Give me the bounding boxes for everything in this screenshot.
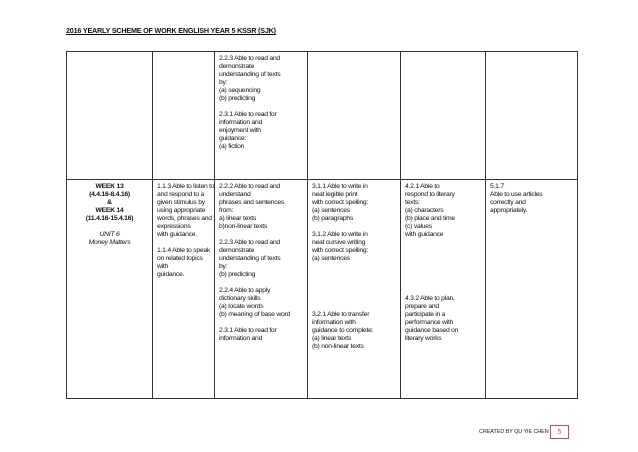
- text-line: understand: [219, 191, 251, 198]
- text-line: 2.3.1 Able to read for: [219, 327, 277, 334]
- text-line: Money Matters: [88, 239, 131, 246]
- page-title: 2016 YEARLY SCHEME OF WORK ENGLISH YEAR 5 KSSR (SJK): [66, 26, 276, 35]
- text-line: WEEK 14: [95, 207, 124, 214]
- text-line: given stimulus by: [157, 199, 205, 206]
- writing-cell: [308, 180, 401, 399]
- text-line: (a) sentences: [312, 207, 350, 214]
- grammar-standard: [490, 183, 573, 215]
- text-line: guidance:: [219, 135, 247, 142]
- text-line: 2.2.2 Able to read and: [219, 183, 281, 190]
- text-line: appropriately.: [490, 207, 528, 214]
- footer-credit: CREATED BY QU YIE CHEN: [479, 429, 549, 435]
- reading-standard: [219, 239, 303, 279]
- text-line: (b) paragraphs: [312, 215, 354, 222]
- week-cell: [67, 52, 153, 180]
- text-line: (a) sentences: [312, 255, 350, 262]
- text-line: (a) locate words: [219, 303, 264, 310]
- week-label: [71, 183, 148, 223]
- text-line: understanding of texts: [219, 71, 281, 78]
- text-line: b)non-linear texts: [219, 223, 268, 230]
- text-line: and respond to a: [157, 191, 205, 198]
- text-line: (b) predicting: [219, 95, 256, 102]
- text-line: prepare and: [405, 303, 439, 310]
- scheme-table: [66, 51, 578, 399]
- text-line: respond to literary: [405, 191, 455, 198]
- literature-cell: [401, 180, 486, 399]
- listening-cell: [153, 180, 215, 399]
- text-line: by:: [219, 263, 228, 270]
- text-line: with correct spelling:: [312, 247, 369, 254]
- text-line: with guidance: [405, 231, 444, 238]
- reading-cell: [215, 52, 308, 180]
- text-line: 3.1.2 Able to write in: [312, 231, 368, 238]
- text-line: information and: [219, 119, 263, 126]
- text-line: guidance based on: [405, 327, 459, 334]
- writing-cell: [308, 52, 401, 180]
- text-line: with correct spelling:: [312, 199, 369, 206]
- text-line: 2.3.1 Able to read for: [219, 111, 277, 118]
- text-line: literary works: [405, 335, 442, 342]
- text-line: expressions: [157, 223, 191, 230]
- text-line: on related topics: [157, 255, 203, 262]
- writing-standard: [312, 183, 396, 223]
- text-line: texts:: [405, 199, 420, 206]
- unit-label: [71, 231, 148, 247]
- text-line: dictionary skills: [219, 295, 261, 302]
- text-line: with: [157, 263, 169, 270]
- text-line: 1.1.4 Able to speak: [157, 247, 211, 254]
- writing-standard: [312, 311, 396, 351]
- reading-cell: [215, 180, 308, 399]
- text-line: from:: [219, 207, 234, 214]
- text-line: WEEK 13: [95, 183, 124, 190]
- dictionary-standard: [219, 287, 303, 319]
- text-line: &: [107, 199, 112, 206]
- text-line: 4.3.2 Able to plan,: [405, 295, 455, 302]
- text-line: demonstrate: [219, 247, 255, 254]
- page-number: 5: [550, 425, 569, 439]
- text-line: information with: [312, 319, 356, 326]
- text-line: guidance.: [157, 271, 185, 278]
- week-cell: [67, 180, 153, 399]
- text-line: demonstrate: [219, 63, 255, 70]
- text-line: 2.2.3 Able to read and: [219, 239, 281, 246]
- text-line: UNIT 6: [99, 231, 120, 238]
- grammar-cell: [486, 52, 578, 180]
- text-line: enjoyment with: [219, 127, 261, 134]
- text-line: 1.1.3 Able to listen to: [157, 183, 215, 190]
- text-line: understanding of texts: [219, 255, 281, 262]
- text-line: [219, 103, 303, 111]
- text-line: phrases and sentences: [219, 199, 285, 206]
- text-line: (b) non-linear texts: [312, 343, 364, 350]
- literature-standard: [405, 295, 481, 343]
- reading-standard: [219, 183, 303, 231]
- writing-standard: [312, 231, 396, 263]
- text-line: performance with: [405, 319, 454, 326]
- reading-standard: [219, 327, 303, 343]
- text-line: 4.2.1 Able to: [405, 183, 440, 190]
- text-line: 3.2.1 Able to transfer: [312, 311, 370, 318]
- text-line: information and: [219, 335, 263, 342]
- speaking-standard: [157, 247, 210, 279]
- literature-cell: [401, 52, 486, 180]
- text-line: 3.1.1 Able to write in: [312, 183, 368, 190]
- literature-standard: [405, 183, 481, 239]
- text-line: (c) values: [405, 223, 432, 230]
- text-line: Able to use articles: [490, 191, 543, 198]
- listening-cell: [153, 52, 215, 180]
- listening-standard: [157, 183, 215, 239]
- text-line: a) linear texts: [219, 215, 257, 222]
- text-line: (b) place and time: [405, 215, 455, 222]
- text-line: by:: [219, 79, 228, 86]
- text-line: correctly and: [490, 199, 526, 206]
- table-row: [67, 52, 578, 180]
- text-line: (b) meaning of base word: [219, 311, 291, 318]
- text-line: (11.4.16-15.4.16): [85, 215, 134, 222]
- text-line: with guidance.: [157, 231, 197, 238]
- text-line: words, phrases and: [157, 215, 212, 222]
- text-line: (a) characters: [405, 207, 444, 214]
- text-line: neat legible print: [312, 191, 358, 198]
- text-line: guidance to complete:: [312, 327, 374, 334]
- text-line: participate in a: [405, 311, 446, 318]
- text-line: 5.1.7: [490, 183, 504, 190]
- text-line: using appropriate: [157, 207, 206, 214]
- text-line: (a) sequencing: [219, 87, 261, 94]
- text-line: (a) fiction: [219, 143, 245, 150]
- text-line: (a) linear texts: [312, 335, 352, 342]
- grammar-cell: [486, 180, 578, 399]
- text-line: (b) predicting: [219, 271, 256, 278]
- text-line: (4.4.16-8.4.16): [89, 191, 130, 198]
- text-line: 2.2.4 Able to apply: [219, 287, 271, 294]
- text-line: neat cursive writing: [312, 239, 366, 246]
- text-line: 2.2.3 Able to read and: [219, 55, 281, 62]
- table-row: [67, 180, 578, 399]
